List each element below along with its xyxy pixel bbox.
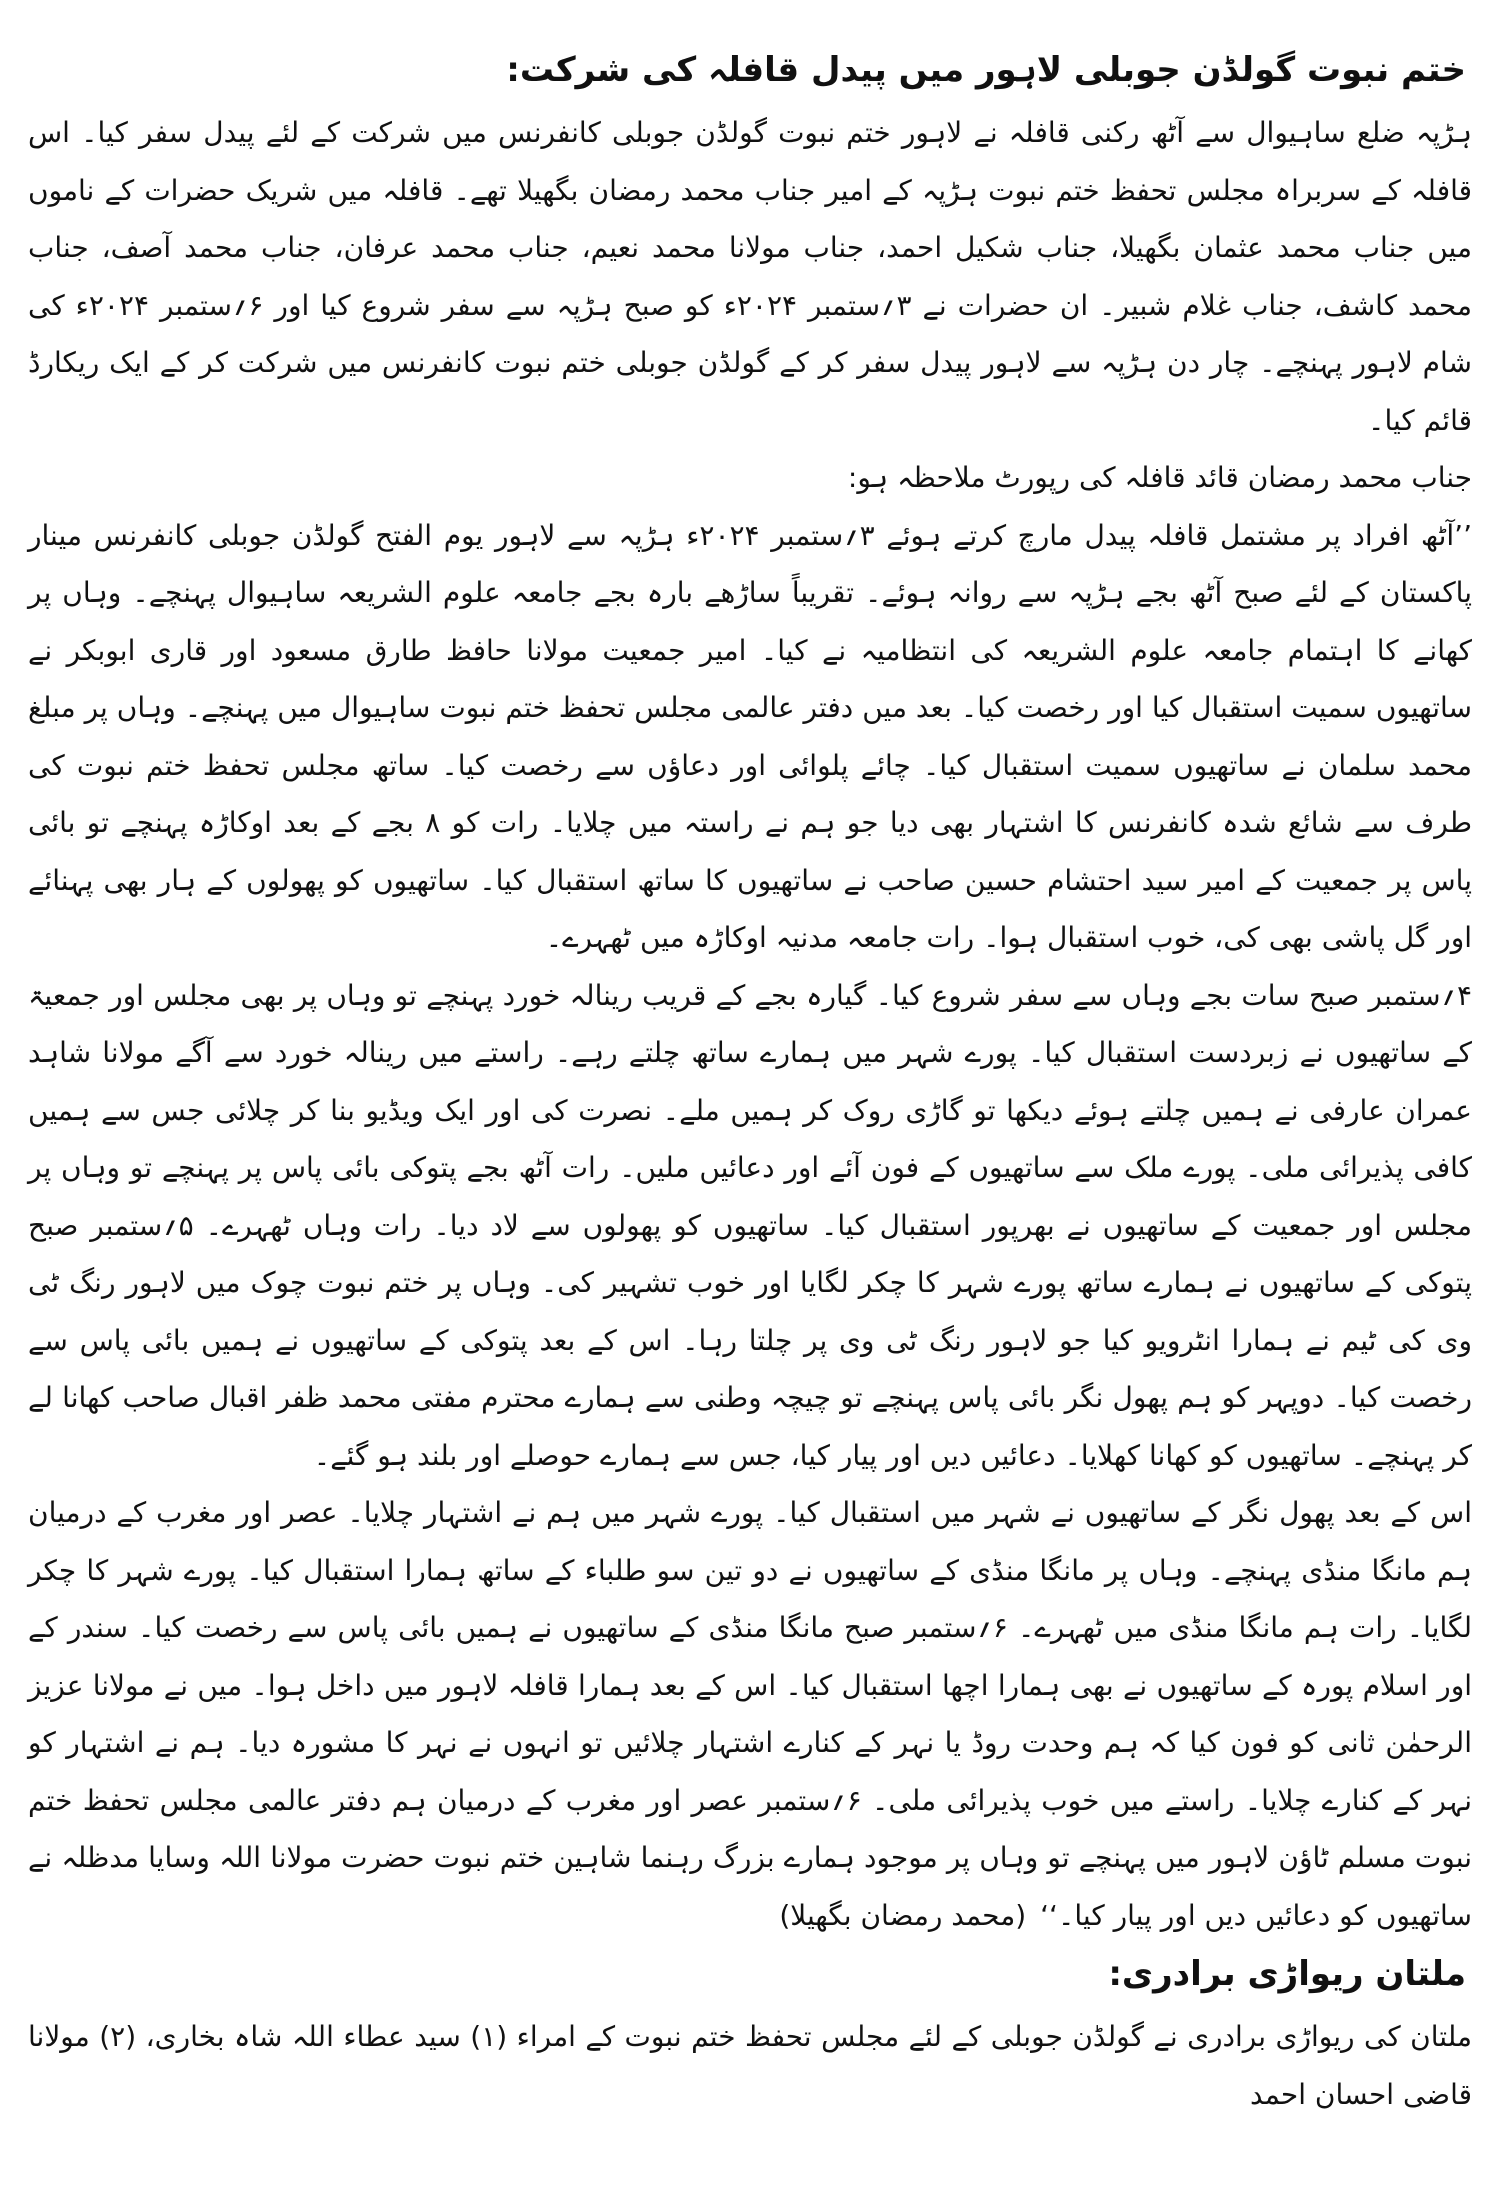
paragraph-report-day-one: ’’آٹھ افراد پر مشتمل قافلہ پیدل مارچ کرتے ہوئے ۳؍ستمبر ۲۰۲۴ء ہڑپہ سے لاہور یوم الفتح گولڈن جوبلی کانفرنس مینار پاکستان کے لئے صبح آٹھ بجے ہڑپہ سے روانہ ہوئے۔ تقریباً ساڑھے بارہ بجے جامعہ علوم الشریعہ ساہیوال پہنچے۔ وہاں پر کھانے کا اہتمام جامعہ علوم الشریعہ کی انتظامیہ نے کیا۔ امیر جمعیت مولانا حافظ طارق مسعود اور قاری ابوبکر نے ساتھیوں سمیت استقبال کیا اور رخصت کیا۔ بعد میں دفتر عالمی مجلس تحفظ ختم نبوت ساہیوال میں پہنچے۔ وہاں پر مبلغ محمد سلمان نے ساتھیوں سمیت استقبال کیا۔ چائے پلوائی اور دعاؤں سے رخصت کیا۔ ساتھ مجلس تحفظ ختم نبوت کی طرف سے شائع شدہ کانفرنس کا اشتہار بھی دیا جو ہم نے راستہ میں چلایا۔ رات کو ۸ بجے کے بعد اوکاڑہ پہنچے تو بائی پاس پر جمعیت کے امیر سید احتشام حسین صاحب نے ساتھیوں کا ساتھ استقبال کیا۔ ساتھیوں کو پھولوں کے ہار بھی پہنائے اور گل پاشی بھی کی، خوب استقبال ہوا۔ رات جامعہ مدنیہ اوکاڑہ میں ٹھہرے۔ [28, 518, 1472, 954]
paragraph-report-day-two: ۴؍ستمبر صبح سات بجے وہاں سے سفر شروع کیا۔ گیارہ بجے کے قریب رینالہ خورد پہنچے تو وہاں پر بھی مجلس اور جمعیۃ کے ساتھیوں نے زبردست استقبال کیا۔ پورے شہر میں ہمارے ساتھ چلتے رہے۔ راستے میں رینالہ خورد سے آگے مولانا شاہد عمران عارفی نے ہمیں چلتے ہوئے دیکھا تو گاڑی روک کر ہمیں ملے۔ نصرت کی اور ایک ویڈیو بنا کر چلائی جس سے ہمیں کافی پذیرائی ملی۔ پورے ملک سے ساتھیوں کے فون آئے اور دعائیں ملیں۔ رات آٹھ بجے پتوکی بائی پاس پر پہنچے تو وہاں پر مجلس اور جمعیت کے ساتھیوں نے بھرپور استقبال کیا۔ ساتھیوں کو پھولوں سے لاد دیا۔ رات وہاں ٹھہرے۔ ۵؍ستمبر صبح پتوکی کے ساتھیوں نے ہمارے ساتھ پورے شہر کا چکر لگایا اور خوب تشہیر کی۔ وہاں پر ختم نبوت چوک میں لاہور رنگ ٹی وی کی ٹیم نے ہمارا انٹرویو کیا جو لاہور رنگ ٹی وی پر چلتا رہا۔ اس کے بعد پتوکی کے ساتھیوں نے ہمیں بائی پاس سے رخصت کیا۔ دوپہر کو ہم پھول نگر بائی پاس پہنچے تو چیچہ وطنی سے ہمارے محترم مفتی محمد ظفر اقبال صاحب کھانا لے کر پہنچے۔ ساتھیوں کو کھانا کھلایا۔ دعائیں دیں اور پیار کیا، جس سے ہمارے حوصلے اور بلند ہو گئے۔ [28, 978, 1472, 1472]
section-heading-rewari-community: ملتان ریواڑی برادری: [1108, 1954, 1466, 1994]
paragraph-caravan-intro: ہڑپہ ضلع ساہیوال سے آٹھ رکنی قافلہ نے لاہور ختم نبوت گولڈن جوبلی کانفرنس میں شرکت کے لئے پیدل سفر کیا۔ اس قافلہ کے سربراہ مجلس تحفظ ختم نبوت ہڑپہ کے امیر جناب محمد رمضان بگھیلا تھے۔ قافلہ میں شریک حضرات کے ناموں میں جناب محمد عثمان بگھیلا، جناب شکیل احمد، جناب مولانا محمد نعیم، جناب محمد عرفان، جناب محمد آصف، جناب محمد کاشف، جناب غلام شبیر۔ ان حضرات نے ۳؍ستمبر ۲۰۲۴ء کو صبح ہڑپہ سے سفر شروع کیا اور ۶؍ستمبر ۲۰۲۴ء کی شام لاہور پہنچے۔ چار دن ہڑپہ سے لاہور پیدل سفر کر کے گولڈن جوبلی ختم نبوت کانفرنس میں شرکت کر کے ایک ریکارڈ قائم کیا۔ [28, 116, 1473, 437]
report-day-three-text: اس کے بعد پھول نگر کے ساتھیوں نے شہر میں استقبال کیا۔ پورے شہر میں ہم نے اشتہار چلایا۔ عصر اور مغرب کے درمیان ہم مانگا منڈی پہنچے۔ وہاں پر مانگا منڈی کے ساتھیوں نے دو تین سو طلباء کے ساتھ ہمارا استقبال کیا۔ پورے شہر کا چکر لگایا۔ رات ہم مانگا منڈی میں ٹھہرے۔ ۶؍ستمبر صبح مانگا منڈی کے ساتھیوں نے ہمیں بائی پاس سے رخصت کیا۔ سندر کے اور اسلام پورہ کے ساتھیوں نے بھی ہمارا اچھا استقبال کیا۔ اس کے بعد ہمارا قافلہ لاہور میں داخل ہوا۔ میں نے مولانا عزیز الرحمٰن ثانی کو فون کیا کہ ہم وحدت روڈ یا نہر کے کنارے اشتہار چلائیں تو انہوں نے نہر کا مشورہ دیا۔ ہم نے اشتہار کو نہر کے کنارے چلایا۔ راستے میں خوب پذیرائی ملی۔ ۶؍ستمبر عصر اور مغرب کے درمیان ہم دفتر عالمی مجلس تحفظ ختم نبوت مسلم ٹاؤن لاہور میں پہنچے تو وہاں پر موجود ہمارے بزرگ رہنما شاہین ختم نبوت حضرت مولانا اللہ وسایا مدظلہ نے ساتھیوں کو دعائیں دیں اور پیار کیا۔‘‘ [28, 1496, 1473, 1932]
paragraph-report-intro: جناب محمد رمضان قائد قافلہ کی رپورٹ ملاحظہ ہو: [847, 461, 1472, 494]
paragraph-rewari-community: ملتان کی ریواڑی برادری نے گولڈن جوبلی کے لئے مجلس تحفظ ختم نبوت کے امراء (۱) سید عطاء اللہ شاہ بخاری، (۲) مولانا قاضی احسان احمد [28, 2020, 1472, 2111]
report-signature: (محمد رمضان بگھیلا) [779, 1898, 1027, 1932]
paragraph-report-day-three [28, 1484, 1472, 1944]
section-heading-golden-jubilee-caravan: ختم نبوت گولڈن جوبلی لاہور میں پیدل قافلہ کی شرکت: [506, 50, 1466, 90]
